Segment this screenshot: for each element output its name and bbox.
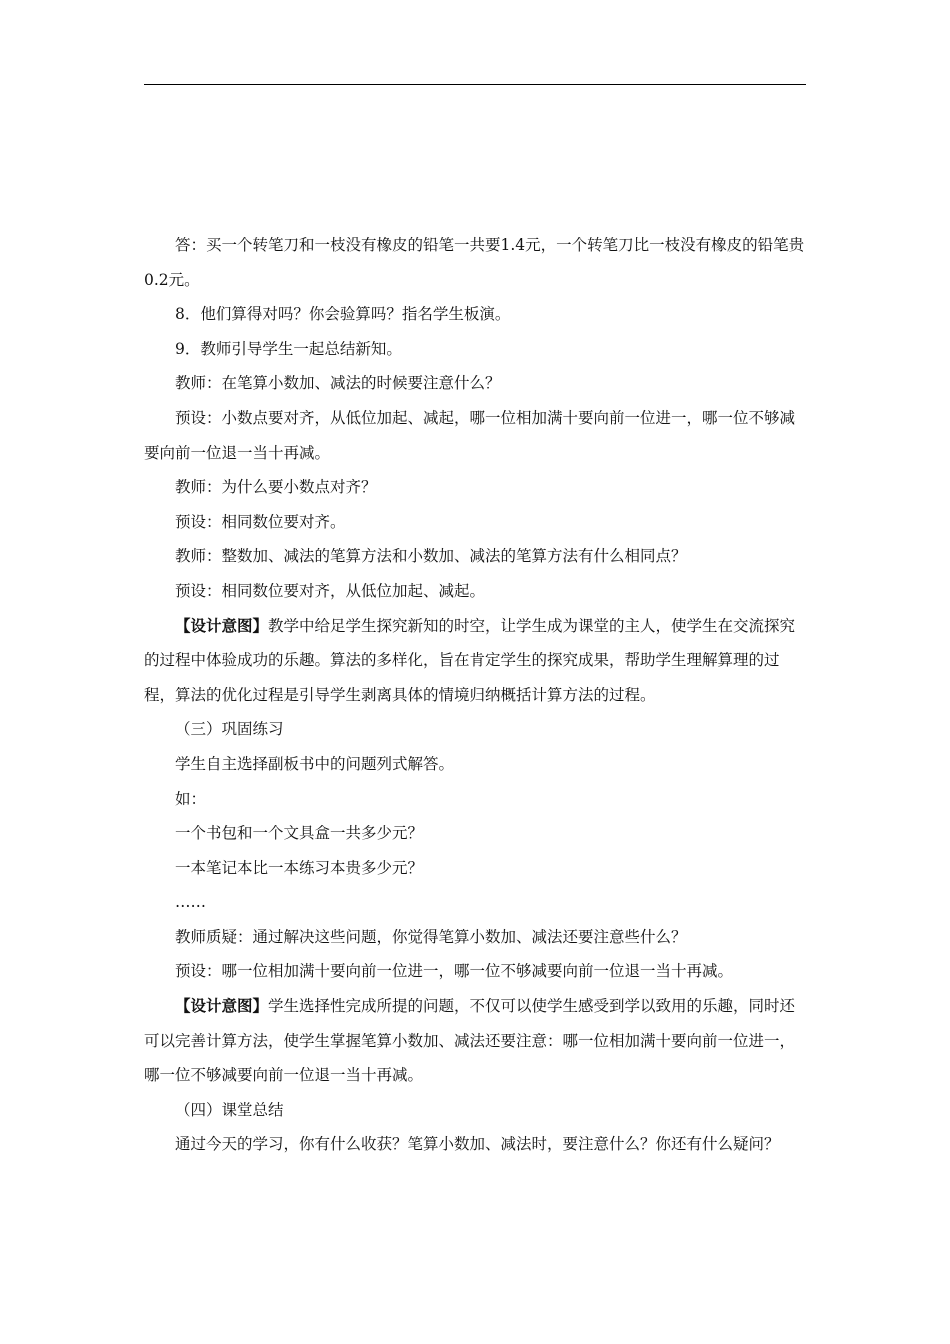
step-9-paragraph: 9．教师引导学生一起总结新知。 [175,339,402,358]
practice-line: 教师质疑：通过解决这些问题，你觉得笔算小数加、减法还要注意些什么？ [175,927,687,946]
design-intent-text: 学生选择性完成所提的问题，不仅可以使学生感受到学以致用的乐趣，同时还可以完善计算方法，使学生掌握笔算小数加、减法还要注意：哪一位相加满十要向前一位进一，哪一位不够减要向前一位退一当十再减。 [144,997,796,1085]
section-3-heading: （三）巩固练习 [175,720,284,739]
preset-answer-2: 预设：相同数位要对齐。 [175,512,346,531]
preset-answer-1: 预设：小数点要对齐，从低位加起、减起，哪一位相加满十要向前一位进一，哪一位不够减要向前一位退一当十再减。 [144,408,796,462]
answer-paragraph: 答：买一个转笔刀和一枝没有橡皮的铅笔一共要1.4元，一个转笔刀比一枝没有橡皮的铅笔贵0.2元。 [144,236,805,289]
ellipsis-line: …… [175,893,206,912]
header-rule [144,84,806,85]
document-body [144,228,808,1162]
section-4-heading: （四）课堂总结 [175,1100,284,1119]
practice-line: 预设：哪一位相加满十要向前一位进一，哪一位不够减要向前一位退一当十再减。 [175,962,734,981]
practice-line: 学生自主选择副板书中的问题列式解答。 [175,754,455,773]
design-intent-text: 教学中给足学生探究新知的时空，让学生成为课堂的主人，使学生在交流探究的过程中体验成功的乐趣。算法的多样化，旨在肯定学生的探究成果，帮助学生理解算理的过程，算法的优化过程是引导学生剥离具体的情境归纳概括计算方法的过程。 [144,616,796,704]
design-intent-label: 【设计意图】 [175,615,269,635]
preset-answer-3: 预设：相同数位要对齐，从低位加起、减起。 [175,581,486,600]
practice-line: 如： [175,789,207,808]
practice-line: 一个书包和一个文具盒一共多少元？ [175,824,424,843]
teacher-question-3: 教师：整数加、减法的笔算方法和小数加、减法的笔算方法有什么相同点？ [175,547,687,566]
design-intent-paragraph-1 [144,609,808,713]
teacher-question-1: 教师：在笔算小数加、减法的时候要注意什么？ [175,374,501,393]
design-intent-paragraph-2 [144,989,808,1093]
step-8-paragraph: 8．他们算得对吗？你会验算吗？指名学生板演。 [175,305,511,324]
practice-line: 一本笔记本比一本练习本贵多少元？ [175,858,424,877]
summary-line: 通过今天的学习，你有什么收获？笔算小数加、减法时，要注意什么？你还有什么疑问？ [175,1135,780,1154]
teacher-question-2: 教师：为什么要小数点对齐？ [175,478,377,497]
design-intent-label: 【设计意图】 [175,996,269,1016]
